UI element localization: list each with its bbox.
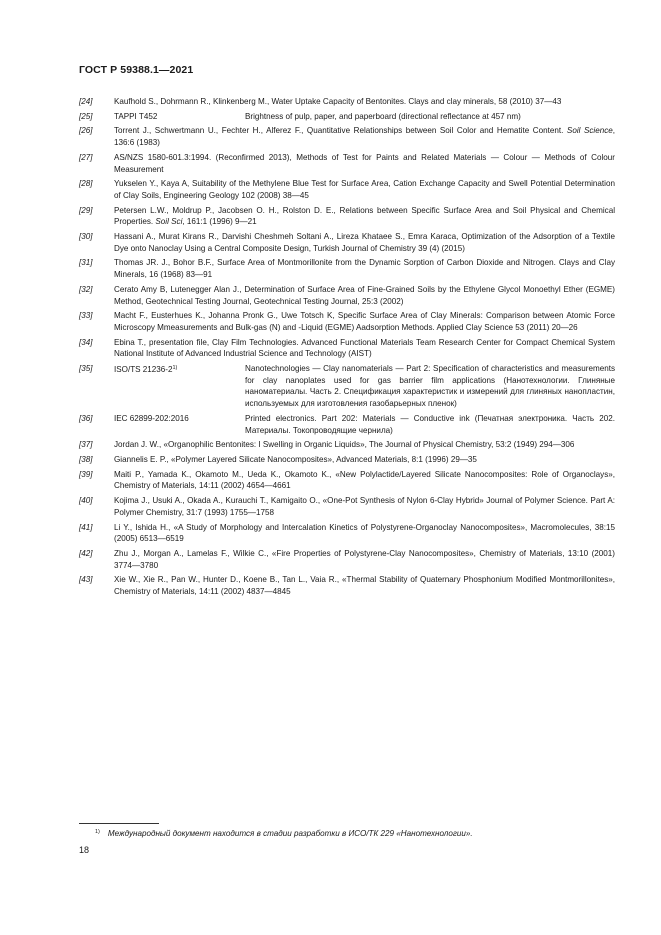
footnote-marker: 1) <box>172 365 178 372</box>
bibliography-list <box>79 96 615 601</box>
reference-item <box>79 205 615 228</box>
reference-number: [35] <box>79 364 93 374</box>
reference-item <box>79 363 615 410</box>
reference-text: Thomas JR. J., Bohor B.F., Surface Area of Montmorillonite from the Dynamic Sorption of Carbon Dioxide and Nitrogen. Clays and Clay Minerals, 16 (1968) 83—91 <box>114 258 615 280</box>
reference-code: IEC 62899-202:2016 <box>114 413 189 423</box>
reference-text: Hassani A., Murat Kirans R., Darvishi Cheshmeh Soltani A., Lireza Khataee S., Emra Karaca, Optimization of the Adsorption of a Textile Dye onto Nanoclay Using a Central Composite Design, Turkish Journal of Chemistry 39 (4) (2015) <box>114 232 615 253</box>
reference-text: Torrent J., Schwertmann U., Fechter H., Alferez F., Quantitative Relationships between Soil Color and Hematite Content. Soil Science, 136:6 (1983) <box>114 126 615 148</box>
reference-item <box>79 257 615 280</box>
reference-number: [34] <box>79 337 93 347</box>
reference-number: [37] <box>79 440 93 450</box>
reference-number: [32] <box>79 284 93 294</box>
reference-text: Kojima J., Usuki A., Okada A., Kurauchi T., Kamigaito O., «One-Pot Synthesis of Nylon 6-Clay Hybrid» Journal of Polymer Science. Part A: Polymer Chemistry, 31:7 (1993) 1755—1758 <box>114 496 615 517</box>
reference-item <box>79 337 615 360</box>
reference-number: [33] <box>79 311 93 321</box>
reference-code: TAPPI T452 <box>114 111 158 121</box>
reference-item <box>79 454 615 466</box>
document-header: ГОСТ Р 59388.1—2021 <box>79 64 194 76</box>
reference-text: Kaufhold S., Dohrmann R., Klinkenberg M., Water Uptake Capacity of Bentonites. Clays and clay minerals, 58 (2010) 37—43 <box>114 97 562 106</box>
reference-item <box>79 152 615 175</box>
journal-name: Soil Sci <box>155 217 183 227</box>
reference-text: Jordan J. W., «Organophilic Bentonites: I Swelling in Organic Liquids», The Journal of Physical Chemistry, 53:2 (1949) 294—306 <box>114 440 575 450</box>
reference-item <box>79 96 615 108</box>
reference-number: [36] <box>79 413 93 423</box>
reference-number: [38] <box>79 454 93 464</box>
footnote-divider <box>79 823 159 824</box>
reference-text: Ebina T., presentation file, Clay Film Technologies. Advanced Functional Materials Team Research Center for Compact Chemical System National Institute of Advanced Industrial Science and Technology (AIST) <box>114 337 615 359</box>
reference-item <box>79 439 615 451</box>
reference-text: Macht F., Eusterhues K., Johanna Pronk G., Uwe Totsch K, Specific Surface Area of Clay Minerals: Comparison between Atomic Force Microscopy Mmeasurements and Bulk-gas (N) and -Liquid (EGME) Aadsorption Methods. Applied Clay Science 53 (2011) 20—26 <box>114 311 615 332</box>
reference-number: [30] <box>79 232 93 242</box>
reference-text: Li Y., Ishida H., «A Study of Morphology and Intercalation Kinetics of Polystyrene-Organoclay Nanocomposites», Macromolecules, 38:15 (2005) 6513—6519 <box>114 522 615 544</box>
reference-text: AS/NZS 1580-601.3:1994. (Reconfirmed 2013), Methods of Test for Paints and Related Materials — Colour — Methods of Colour Measurement <box>114 152 615 174</box>
reference-number: [28] <box>79 179 93 189</box>
journal-name: Soil Science <box>566 126 613 136</box>
reference-number: [26] <box>79 126 93 136</box>
footnote <box>95 829 473 838</box>
footnote-text: Международный документ находится в стадии разработки в ИСО/ТК 229 «Нанотехнологии». <box>107 829 473 838</box>
page-number: 18 <box>79 845 90 855</box>
reference-description: Nanotechnologies — Clay nanomaterials — Part 2: Specification of characteristics and measurements for clay nanoplates used for gas barrier film applications (Нанотехнологии. Глиняные наноматериалы. Часть 2. Спецификация характеристик и измерений для глиняных нанопластин, используемых для изготовления газобарьерных пленок) <box>245 364 615 409</box>
reference-number: [43] <box>79 575 93 585</box>
reference-text: Petersen L.W., Moldrup P., Jacobsen O. H., Rolston D. E., Relations between Specific Surface Area and Soil Physical and Chemical Properties. Soil Sci, 161:1 (1996) 9—21 <box>114 205 615 227</box>
reference-item <box>79 231 615 254</box>
reference-item <box>79 111 615 123</box>
reference-item <box>79 413 615 436</box>
reference-text: Giannelis E. P., «Polymer Layered Silicate Nanocomposites», Advanced Materials, 8:1 (1996) 29—35 <box>114 454 477 464</box>
reference-item <box>79 574 615 597</box>
reference-number: [40] <box>79 496 93 506</box>
reference-description: Brightness of pulp, paper, and paperboard (directional reflectance at 457 nm) <box>245 111 521 121</box>
reference-number: [25] <box>79 111 93 121</box>
reference-number: [41] <box>79 522 93 532</box>
reference-item <box>79 495 615 518</box>
reference-item <box>79 284 615 307</box>
reference-number: [24] <box>79 97 93 106</box>
reference-item <box>79 469 615 492</box>
reference-description: Printed electronics. Part 202: Materials — Conductive ink (Печатная электроника. Часть 202. Материалы. Токопроводящие чернила) <box>245 413 615 435</box>
reference-item <box>79 522 615 545</box>
reference-number: [27] <box>79 152 93 162</box>
reference-item <box>79 178 615 201</box>
reference-text: Cerato Amy B, Lutenegger Alan J., Determination of Surface Area of Fine-Grained Soils by the Ethylene Glycol Monoethyl Ether (EGME) Method, Geotechnical Testing Journal, Geotechnical Testing Journal, 25:3 (2002) <box>114 284 615 306</box>
reference-item <box>79 125 615 148</box>
reference-number: [39] <box>79 469 93 479</box>
reference-text: Maiti P., Yamada K., Okamoto M., Ueda K., Okamoto K., «New Polylactide/Layered Silicate Nanocomposites: Role of Organoclays», Chemistry of Materials, 14:11 (2002) 4654—4661 <box>114 469 615 491</box>
reference-number: [42] <box>79 548 93 558</box>
reference-text: Yukselen Y., Kaya A, Suitability of the Methylene Blue Test for Surface Area, Cation Exchange Capacity and Swell Potential Determination of Clay Soils, Engineering Geology 102 (2008) 38—45 <box>114 179 615 200</box>
reference-number: [31] <box>79 258 93 268</box>
reference-number: [29] <box>79 205 93 215</box>
reference-text: Zhu J., Morgan A., Lamelas F., Wilkie C., «Fire Properties of Polystyrene-Clay Nanocomposites», Chemistry of Materials, 13:10 (2001) 3774—3780 <box>114 548 615 570</box>
reference-item <box>79 310 615 333</box>
reference-code: ISO/TS 21236-2$^{1)}$ <box>114 365 178 375</box>
footnote-marker: 1) <box>95 829 100 835</box>
reference-text: Xie W., Xie R., Pan W., Hunter D., Koene B., Tan L., Vaia R., «Thermal Stability of Quaternary Phosphonium Modified Montmorillonites», Chemistry of Materials, 14:11 (2002) 4837—4845 <box>114 575 615 597</box>
reference-item <box>79 548 615 571</box>
